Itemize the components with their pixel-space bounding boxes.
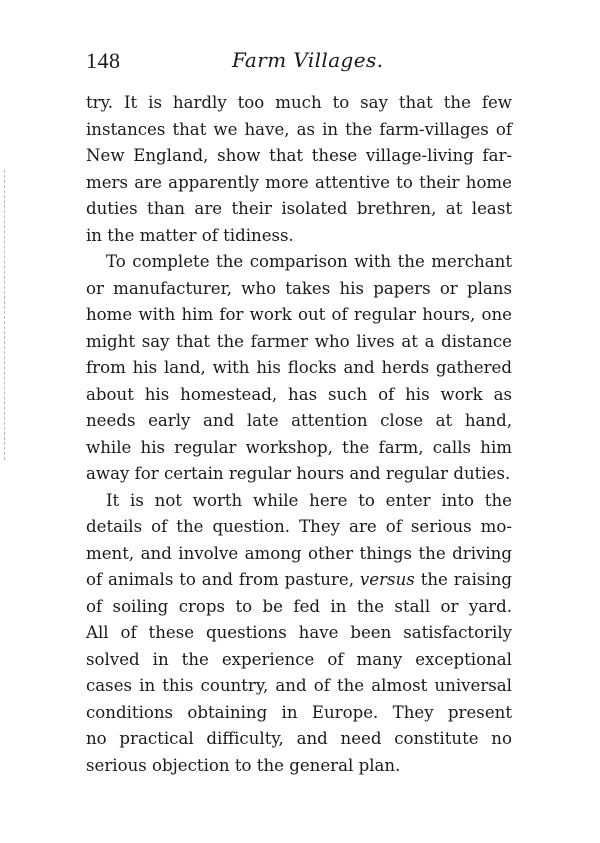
text-line: ment, and involve among other things the driving xyxy=(86,543,512,563)
text-line: home with him for work out of regular hours, one xyxy=(86,305,512,324)
text-line: try. It is hardly too much to say that the few xyxy=(86,93,512,112)
text-line: serious objection to the general plan. xyxy=(86,755,401,775)
text-line: no practical difficulty, and need constitute no xyxy=(86,729,512,748)
italic-word: versus xyxy=(359,570,415,589)
text-line: about his homestead, has such of his work as xyxy=(86,384,512,404)
text-line: while his regular workshop, the farm, calls him xyxy=(86,437,512,457)
text-line: conditions obtaining in Europe. They present xyxy=(86,702,512,722)
running-title: Farm Villages. xyxy=(232,48,384,72)
text-line: New England, show that these village-living far- xyxy=(86,146,512,165)
binding-edge-marks xyxy=(4,170,6,460)
text-line: or manufacturer, who takes his papers or plans xyxy=(86,278,512,298)
text-segment: of animals to and from pasture, xyxy=(86,570,355,589)
text-line-with-italic xyxy=(86,567,512,594)
text-line: mers are apparently more attentive to their home xyxy=(86,172,512,192)
text-line: away for certain regular hours and regular duties. xyxy=(86,464,511,483)
text-line: needs early and late attention close at hand, xyxy=(86,411,512,430)
text-line: solved in the experience of many exceptional xyxy=(86,649,512,669)
text-line: All of these questions have been satisfactorily xyxy=(86,623,512,642)
page-number: 148 xyxy=(86,48,121,73)
text-line: details of the question. They are of serious mo- xyxy=(86,517,512,536)
text-segment: the raising xyxy=(420,570,513,589)
text-line: instances that we have, as in the farm-villages of xyxy=(86,119,512,139)
text-line: duties than are their isolated brethren, at least xyxy=(86,199,512,218)
text-line: It is not worth while here to enter into the xyxy=(106,490,512,510)
text-line: cases in this country, and of the almost universal xyxy=(86,676,512,695)
text-line: To complete the comparison with the merchant xyxy=(106,252,512,271)
body-text xyxy=(86,90,512,779)
text-line: of soiling crops to be fed in the stall or yard. xyxy=(86,596,512,616)
text-line: from his land, with his flocks and herds gathered xyxy=(86,358,512,377)
text-line: in the matter of tidiness. xyxy=(86,225,294,245)
text-line: might say that the farmer who lives at a distance xyxy=(86,331,512,351)
